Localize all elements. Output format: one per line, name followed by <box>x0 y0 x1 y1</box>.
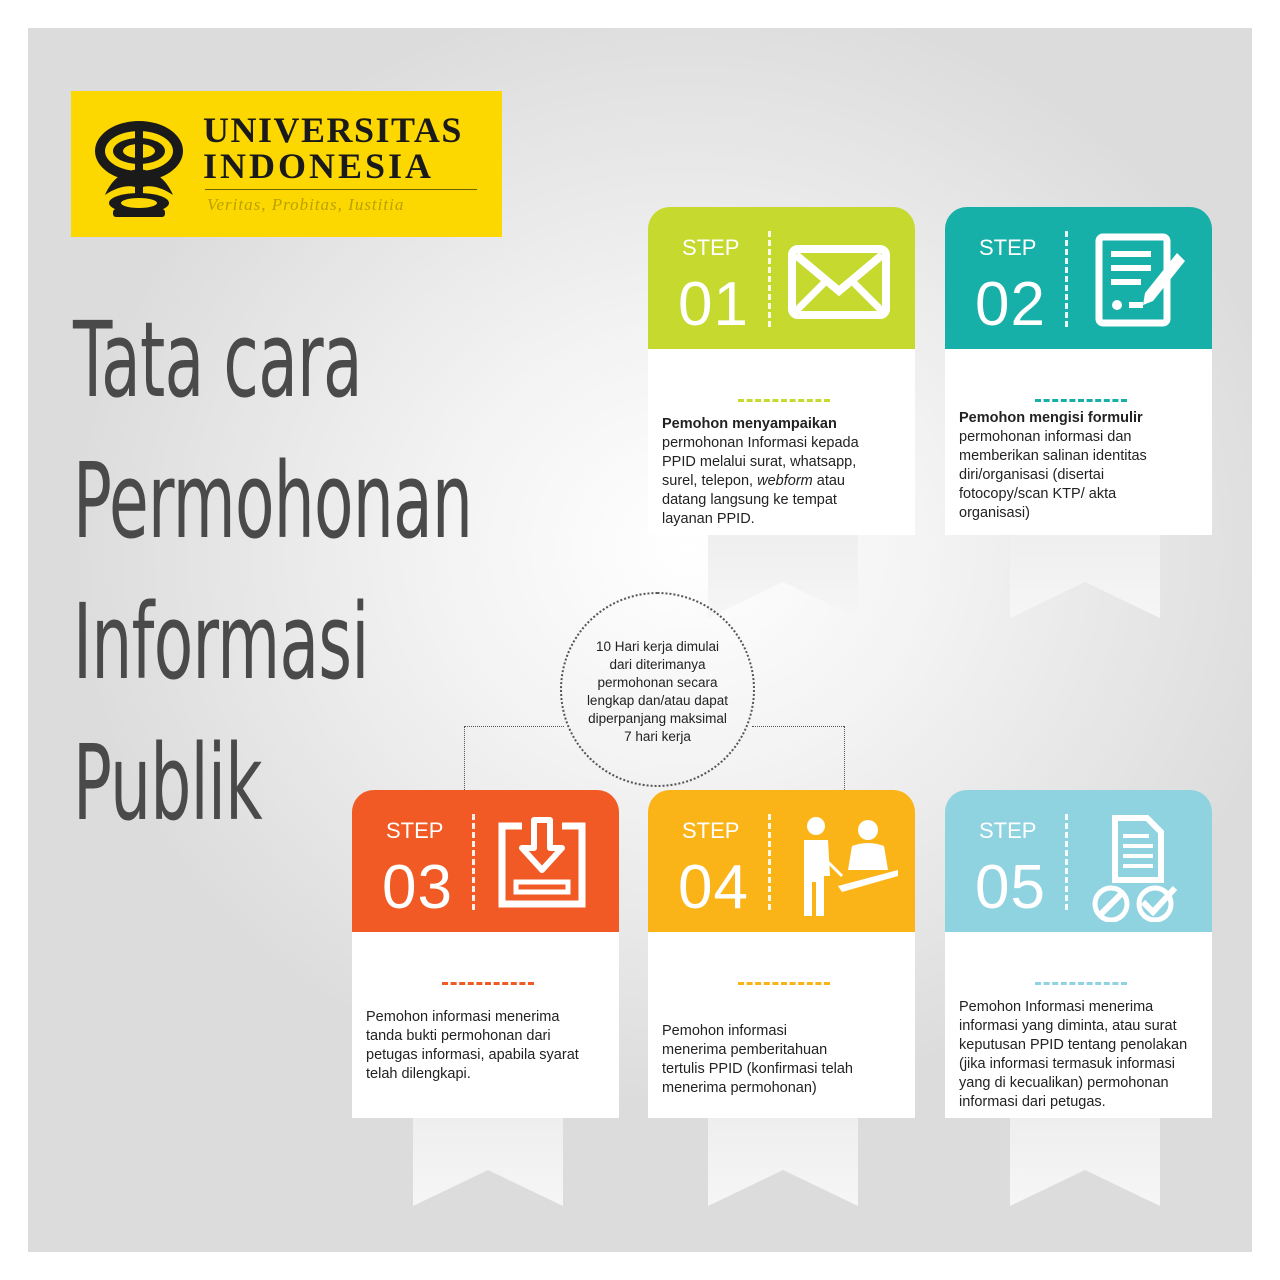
step-number: 01 <box>678 270 749 339</box>
logo-motto: Veritas, Probitas, Iustitia <box>207 195 405 214</box>
step-card-header <box>352 790 619 932</box>
desc-line: tanda bukti permohonan dari <box>366 1028 551 1044</box>
desc-line: informasi dari petugas. <box>959 1094 1106 1110</box>
download-tray-icon <box>488 812 598 912</box>
accent-dash <box>1035 982 1127 985</box>
step-number: 02 <box>975 270 1046 339</box>
step-description <box>366 1008 609 1084</box>
step-card-02 <box>945 207 1212 535</box>
desc-line: menerima permohonan) <box>662 1080 817 1096</box>
note-line: dari diterimanya <box>609 657 706 672</box>
step-description <box>662 1022 905 1098</box>
logo-divider <box>205 189 477 190</box>
desc-line: petugas informasi, apabila syarat <box>366 1047 579 1063</box>
step-label: STEP <box>979 235 1037 260</box>
step-label: STEP <box>979 818 1037 843</box>
header-divider <box>768 231 771 327</box>
step-card-header <box>648 790 915 932</box>
desc-line: fotocopy/scan KTP/ akta <box>959 486 1117 502</box>
ribbon-tail <box>1010 528 1160 618</box>
ribbon-tail <box>708 1116 858 1206</box>
university-logo <box>71 91 502 237</box>
header-divider <box>1065 814 1068 910</box>
accent-dash <box>1035 399 1127 402</box>
form-pencil-icon <box>1081 229 1191 329</box>
header-divider <box>472 814 475 910</box>
desc-line: tertulis PPID (konfirmasi telah <box>662 1061 853 1077</box>
desc-line: PPID melalui surat, whatsapp, <box>662 454 857 470</box>
step-bold-text: Pemohon menyampaikan <box>662 416 837 432</box>
step-card-body <box>945 932 1212 1118</box>
desc-line: surel, telepon, webform atau <box>662 473 845 489</box>
envelope-icon <box>784 229 894 329</box>
accent-dash <box>442 982 534 985</box>
step-bold-text: Pemohon mengisi formulir <box>959 410 1143 426</box>
desc-line: Pemohon informasi menerima <box>366 1009 560 1025</box>
step-card-header <box>945 207 1212 349</box>
step-label: STEP <box>386 818 444 843</box>
desc-line: permohonan informasi dan <box>959 429 1132 445</box>
note-line: permohonan secara <box>597 675 718 690</box>
title-line: Permohonan <box>73 440 473 562</box>
desc-line: permohonan Informasi kepada <box>662 435 859 451</box>
ribbon-tail <box>413 1116 563 1206</box>
step-label: STEP <box>682 818 740 843</box>
duration-note <box>560 592 755 787</box>
desc-line: organisasi) <box>959 505 1030 521</box>
note-line: lengkap dan/atau dapat <box>586 693 729 708</box>
step-card-body <box>352 932 619 1118</box>
step-card-body <box>648 932 915 1118</box>
step-number: 05 <box>975 853 1046 922</box>
desc-line: layanan PPID. <box>662 511 755 527</box>
step-card-header <box>945 790 1212 932</box>
step-number: 03 <box>382 853 453 922</box>
step-card-body <box>648 349 915 535</box>
note-line: 7 hari kerja <box>624 729 691 744</box>
note-line: 10 Hari kerja dimulai <box>595 639 720 654</box>
step-description <box>959 998 1202 1112</box>
connector-line <box>464 726 564 727</box>
step-description <box>662 415 905 529</box>
duration-note-text <box>572 638 743 746</box>
desc-line: yang di kecualikan) permohonan <box>959 1075 1169 1091</box>
desc-line: diri/organisasi (disertai <box>959 467 1105 483</box>
step-card-05 <box>945 790 1212 1118</box>
connector-line <box>752 726 844 727</box>
logo-line-1: UNIVERSITAS <box>203 110 463 150</box>
desc-line: menerima pemberitahuan <box>662 1042 828 1058</box>
title-line: Informasi <box>73 581 369 703</box>
title-line: Tata cara <box>73 299 362 421</box>
desc-line: Pemohon Informasi menerima <box>959 999 1154 1015</box>
desc-line: memberikan salinan identitas <box>959 448 1147 464</box>
header-divider <box>768 814 771 910</box>
connector-line <box>844 726 845 800</box>
desc-line: informasi yang diminta, atau surat <box>959 1018 1177 1034</box>
step-card-04 <box>648 790 915 1118</box>
desc-line: telah dilengkapi. <box>366 1066 471 1082</box>
ribbon-tail <box>708 528 858 618</box>
step-card-01 <box>648 207 915 535</box>
logo-line-2: INDONESIA <box>203 146 435 186</box>
desc-line: datang langsung ke tempat <box>662 492 837 508</box>
desc-line: (jika informasi termasuk informasi <box>959 1056 1175 1072</box>
ribbon-tail <box>1010 1116 1160 1206</box>
step-card-header <box>648 207 915 349</box>
infographic-canvas <box>28 28 1252 1252</box>
desc-line: Pemohon informasi <box>662 1023 787 1039</box>
title-line: Publik <box>73 722 263 844</box>
connector-line <box>464 726 465 800</box>
step-number: 04 <box>678 853 749 922</box>
accent-dash <box>738 399 830 402</box>
note-line: diperpanjang maksimal <box>588 711 727 726</box>
step-label: STEP <box>682 235 740 260</box>
header-divider <box>1065 231 1068 327</box>
document-check-icon <box>1081 812 1191 922</box>
step-description <box>959 409 1202 523</box>
step-card-body <box>945 349 1212 535</box>
accent-dash <box>738 982 830 985</box>
step-card-03 <box>352 790 619 1118</box>
makara-emblem-icon <box>91 111 187 219</box>
desc-line: keputusan PPID tentang penolakan <box>959 1037 1188 1053</box>
service-desk-people-icon <box>784 812 904 922</box>
